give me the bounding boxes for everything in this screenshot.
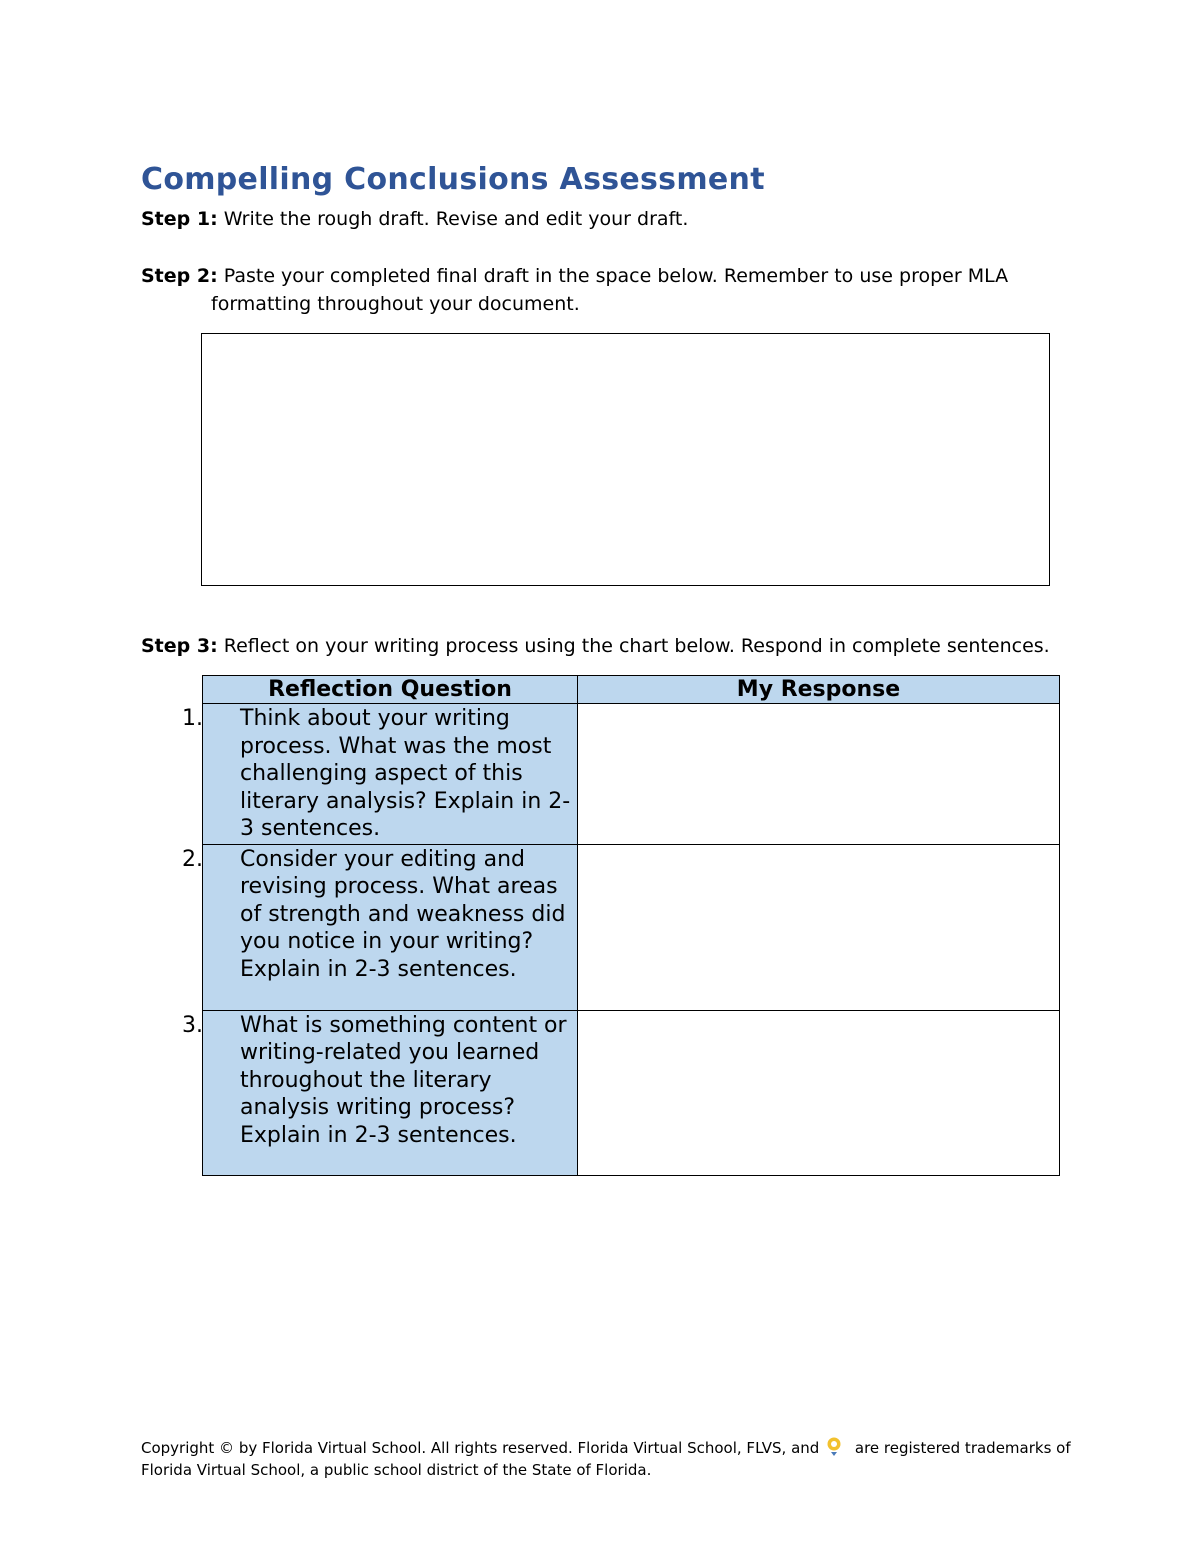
flvs-logo-icon [824,1437,844,1457]
response-cell[interactable] [578,704,1060,845]
response-cell[interactable] [578,1010,1060,1175]
table-row [203,704,1060,845]
question-cell [182,844,578,1010]
trademark-text: are registered trademarks of [854,1439,1071,1457]
step-2 [141,262,1008,318]
question-cell [182,704,578,845]
step-1-label: Step 1: [141,208,218,230]
question-number: 1. [182,706,203,731]
step-3-label: Step 3: [141,635,218,657]
step-1-text: Write the rough draft. Revise and edit your draft. [223,208,689,230]
table-row [203,844,1060,1010]
question-text: Think about your writing process. What was the most challenging aspect of this literary analysis? Explain in 2-3 sentences. [240,706,571,841]
question-number: 3. [182,1012,203,1038]
question-text: What is something content or writing-related you learned throughout the literary analysis writing process? Explain in 2-3 sentences. [240,1012,567,1148]
reflection-table [182,675,1060,1176]
copyright-text-line2: Florida Virtual School, a public school district of the State of Florida. [141,1461,652,1479]
question-text: Consider your editing and revising process. What areas of strength and weakness did you notice in your writing? Explain in 2-3 sentences. [240,846,566,982]
response-cell[interactable] [578,844,1060,1010]
step-1 [141,205,688,233]
final-draft-box[interactable] [201,333,1050,586]
table-row [203,1010,1060,1175]
step-2-text-continued: formatting throughout your document. [211,293,580,315]
question-cell [182,1010,578,1175]
step-3 [141,632,1050,660]
header-reflection-question: Reflection Question [203,676,578,704]
table-header-row [203,676,1060,704]
step-2-text: Paste your completed final draft in the space below. Remember to use proper MLA [223,265,1009,287]
step-3-text: Reflect on your writing process using the chart below. Respond in complete sentences. [223,635,1050,657]
step-2-label: Step 2: [141,265,218,287]
question-number: 2. [182,846,203,872]
copyright-footer [141,1437,1071,1481]
header-my-response: My Response [578,676,1060,704]
page-title: Compelling Conclusions Assessment [141,162,765,197]
copyright-text: Copyright © by Florida Virtual School. All rights reserved. Florida Virtual School, FLVS, and [141,1439,820,1457]
